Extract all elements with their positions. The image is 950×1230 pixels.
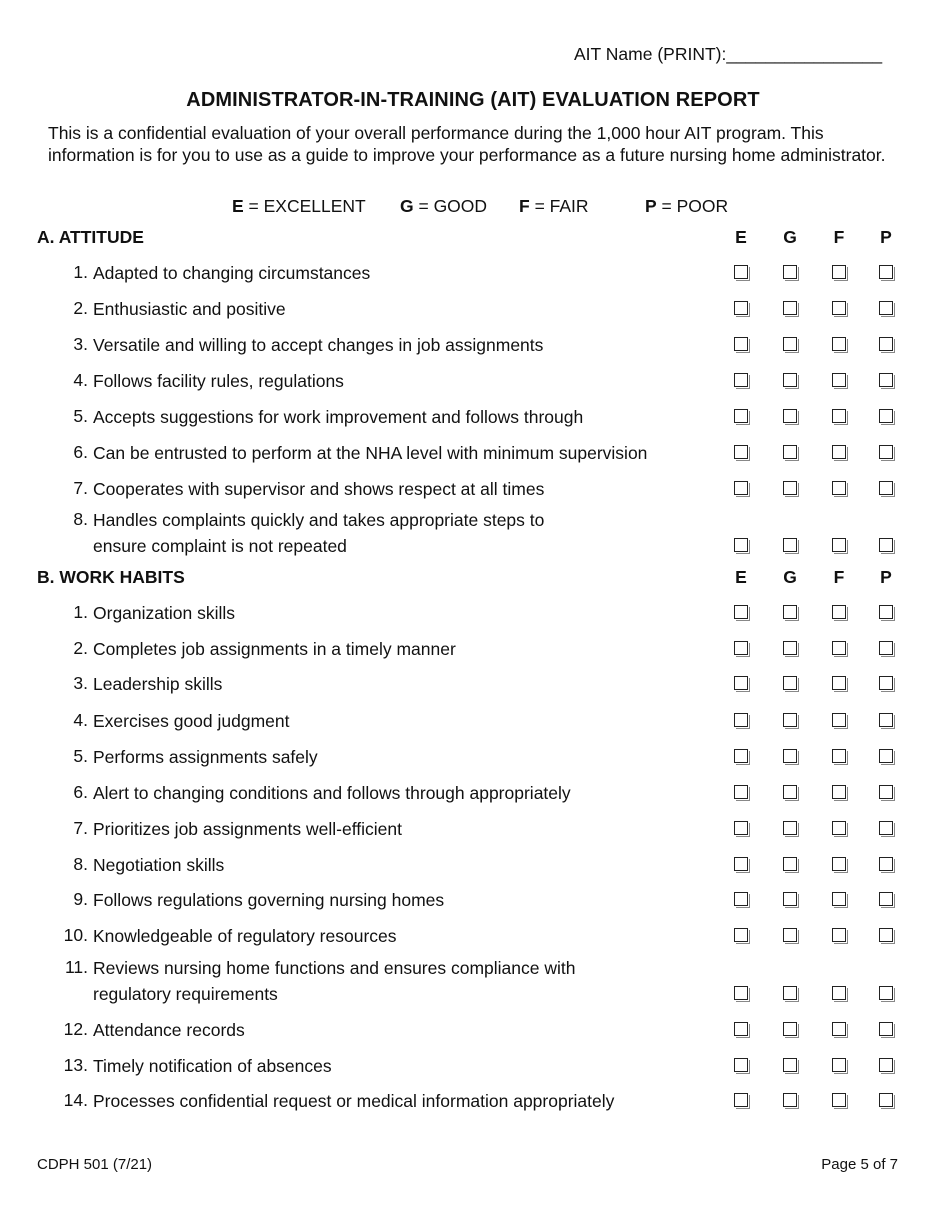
item-text: Prioritizes job assignments well-efficient (93, 819, 402, 839)
rating-checkbox-e[interactable] (734, 1022, 748, 1036)
rating-checkbox-g[interactable] (783, 857, 797, 871)
rating-checkbox-p[interactable] (879, 892, 893, 906)
rating-checkbox-f[interactable] (832, 785, 846, 799)
rating-checkbox-e[interactable] (734, 713, 748, 727)
rating-checkbox-p[interactable] (879, 749, 893, 763)
rating-column-header-f: F (833, 567, 845, 587)
item-text: Follows regulations governing nursing homes (93, 890, 445, 910)
item-text: Attendance records (93, 1020, 245, 1040)
item-number: 8. (73, 509, 88, 529)
rating-checkbox-p[interactable] (879, 301, 893, 315)
rating-checkbox-f[interactable] (832, 301, 846, 315)
rating-checkbox-g[interactable] (783, 641, 797, 655)
item-text: Leadership skills (93, 674, 223, 694)
intro-paragraph: This is a confidential evaluation of your overall performance during the 1,000 hour AIT program. This information is for you to use as a guide to improve your performance as a future nursing home administrator. (48, 123, 886, 165)
rating-checkbox-e[interactable] (734, 301, 748, 315)
rating-checkbox-e[interactable] (734, 1093, 748, 1107)
rating-checkbox-g[interactable] (783, 481, 797, 495)
rating-checkbox-p[interactable] (879, 928, 893, 942)
item-number: 6. (73, 442, 88, 462)
rating-checkbox-e[interactable] (734, 986, 748, 1000)
rating-checkbox-e[interactable] (734, 265, 748, 279)
rating-checkbox-g[interactable] (783, 821, 797, 835)
item-number: 7. (73, 478, 88, 498)
rating-checkbox-p[interactable] (879, 265, 893, 279)
rating-checkbox-p[interactable] (879, 605, 893, 619)
rating-checkbox-f[interactable] (832, 481, 846, 495)
item-text: Versatile and willing to accept changes in job assignments (93, 335, 544, 355)
rating-checkbox-f[interactable] (832, 749, 846, 763)
rating-checkbox-p[interactable] (879, 785, 893, 799)
rating-column-header-p: P (880, 567, 892, 587)
item-number: 9. (73, 889, 88, 909)
rating-checkbox-e[interactable] (734, 538, 748, 552)
item-text: Can be entrusted to perform at the NHA level with minimum supervision (93, 443, 648, 463)
rating-checkbox-f[interactable] (832, 928, 846, 942)
item-number: 12. (63, 1019, 88, 1039)
rating-column-header-e: E (735, 227, 747, 247)
rating-checkbox-e[interactable] (734, 821, 748, 835)
item-text: Timely notification of absences (93, 1056, 332, 1076)
legend-item-f: F = FAIR (519, 196, 589, 216)
rating-column-header-f: F (833, 227, 845, 247)
rating-checkbox-f[interactable] (832, 713, 846, 727)
rating-checkbox-f[interactable] (832, 1022, 846, 1036)
rating-checkbox-e[interactable] (734, 605, 748, 619)
rating-checkbox-g[interactable] (783, 1058, 797, 1072)
rating-checkbox-f[interactable] (832, 986, 846, 1000)
rating-checkbox-g[interactable] (783, 1093, 797, 1107)
item-text: Knowledgeable of regulatory resources (93, 926, 397, 946)
item-text: Follows facility rules, regulations (93, 371, 344, 391)
rating-checkbox-g[interactable] (783, 676, 797, 690)
legend-item-e: E = EXCELLENT (232, 196, 366, 216)
rating-checkbox-e[interactable] (734, 641, 748, 655)
item-text: Adapted to changing circumstances (93, 263, 371, 283)
item-text: Enthusiastic and positive (93, 299, 286, 319)
item-number: 13. (63, 1055, 88, 1075)
item-text: Performs assignments safely (93, 747, 318, 767)
rating-checkbox-e[interactable] (734, 445, 748, 459)
item-text: Handles complaints quickly and takes appropriate steps to (93, 510, 545, 530)
rating-column-header-p: P (880, 227, 892, 247)
rating-checkbox-e[interactable] (734, 928, 748, 942)
rating-checkbox-p[interactable] (879, 1022, 893, 1036)
item-text: Completes job assignments in a timely manner (93, 639, 456, 659)
rating-checkbox-p[interactable] (879, 713, 893, 727)
section-title: A. ATTITUDE (37, 227, 144, 247)
rating-checkbox-g[interactable] (783, 409, 797, 423)
item-number: 5. (73, 406, 88, 426)
rating-checkbox-e[interactable] (734, 373, 748, 387)
item-number: 1. (73, 262, 88, 282)
rating-checkbox-p[interactable] (879, 986, 893, 1000)
item-number: 4. (73, 370, 88, 390)
rating-checkbox-f[interactable] (832, 265, 846, 279)
rating-checkbox-g[interactable] (783, 605, 797, 619)
rating-checkbox-f[interactable] (832, 857, 846, 871)
rating-checkbox-g[interactable] (783, 538, 797, 552)
item-number: 3. (73, 334, 88, 354)
item-number: 11. (64, 957, 88, 977)
item-number: 3. (73, 673, 88, 693)
rating-checkbox-g[interactable] (783, 1022, 797, 1036)
rating-checkbox-f[interactable] (832, 373, 846, 387)
rating-checkbox-p[interactable] (879, 538, 893, 552)
item-number: 5. (73, 746, 88, 766)
rating-checkbox-e[interactable] (734, 337, 748, 351)
rating-checkbox-g[interactable] (783, 928, 797, 942)
rating-checkbox-g[interactable] (783, 785, 797, 799)
rating-checkbox-f[interactable] (832, 605, 846, 619)
item-number: 2. (73, 638, 88, 658)
rating-column-header-e: E (735, 567, 747, 587)
page-title: ADMINISTRATOR-IN-TRAINING (AIT) EVALUATION REPORT (186, 89, 760, 111)
rating-column-header-g: G (783, 567, 797, 587)
rating-checkbox-g[interactable] (783, 337, 797, 351)
item-number: 6. (73, 782, 88, 802)
rating-checkbox-g[interactable] (783, 373, 797, 387)
rating-checkbox-p[interactable] (879, 676, 893, 690)
item-text: Organization skills (93, 603, 235, 623)
form-id: CDPH 501 (7/21) (37, 1156, 153, 1173)
item-number: 4. (73, 710, 88, 730)
rating-checkbox-f[interactable] (832, 676, 846, 690)
rating-checkbox-e[interactable] (734, 676, 748, 690)
rating-checkbox-p[interactable] (879, 481, 893, 495)
rating-checkbox-g[interactable] (783, 749, 797, 763)
rating-column-header-g: G (783, 227, 797, 247)
rating-checkbox-e[interactable] (734, 785, 748, 799)
item-text: Exercises good judgment (93, 711, 290, 731)
item-text: Alert to changing conditions and follows through appropriately (93, 783, 571, 803)
item-text: Accepts suggestions for work improvement and follows through (93, 407, 584, 427)
rating-checkbox-g[interactable] (783, 445, 797, 459)
item-text: ensure complaint is not repeated (93, 536, 347, 556)
rating-checkbox-e[interactable] (734, 892, 748, 906)
item-number: 8. (73, 854, 88, 874)
rating-checkbox-g[interactable] (783, 265, 797, 279)
rating-checkbox-e[interactable] (734, 749, 748, 763)
rating-checkbox-f[interactable] (832, 1093, 846, 1107)
rating-checkbox-f[interactable] (832, 538, 846, 552)
ait-name-field-label: AIT Name (PRINT):________________ (574, 44, 883, 64)
rating-checkbox-f[interactable] (832, 337, 846, 351)
item-number: 2. (73, 298, 88, 318)
item-number: 1. (73, 602, 88, 622)
rating-checkbox-p[interactable] (879, 1093, 893, 1107)
rating-checkbox-p[interactable] (879, 445, 893, 459)
legend-item-g: G = GOOD (400, 196, 488, 216)
rating-checkbox-g[interactable] (783, 986, 797, 1000)
item-number: 7. (73, 818, 88, 838)
page-number: Page 5 of 7 (821, 1156, 898, 1173)
rating-checkbox-f[interactable] (832, 821, 846, 835)
section-title: B. WORK HABITS (37, 567, 185, 587)
item-text: regulatory requirements (93, 984, 278, 1004)
legend-item-p: P = POOR (645, 196, 729, 216)
rating-checkbox-g[interactable] (783, 892, 797, 906)
rating-checkbox-e[interactable] (734, 481, 748, 495)
item-text: Negotiation skills (93, 855, 225, 875)
rating-checkbox-p[interactable] (879, 1058, 893, 1072)
rating-checkbox-g[interactable] (783, 713, 797, 727)
rating-checkbox-f[interactable] (832, 892, 846, 906)
rating-checkbox-f[interactable] (832, 641, 846, 655)
rating-checkbox-f[interactable] (832, 409, 846, 423)
rating-checkbox-p[interactable] (879, 641, 893, 655)
rating-checkbox-p[interactable] (879, 337, 893, 351)
item-text: Cooperates with supervisor and shows respect at all times (93, 479, 545, 499)
rating-checkbox-p[interactable] (879, 857, 893, 871)
rating-checkbox-f[interactable] (832, 1058, 846, 1072)
rating-checkbox-f[interactable] (832, 445, 846, 459)
rating-checkbox-e[interactable] (734, 1058, 748, 1072)
item-number: 10. (63, 925, 88, 945)
rating-checkbox-e[interactable] (734, 857, 748, 871)
rating-checkbox-g[interactable] (783, 301, 797, 315)
item-number: 14. (63, 1090, 88, 1110)
rating-checkbox-p[interactable] (879, 409, 893, 423)
rating-checkbox-p[interactable] (879, 373, 893, 387)
rating-checkbox-e[interactable] (734, 409, 748, 423)
item-text: Processes confidential request or medical information appropriately (93, 1091, 615, 1111)
rating-checkbox-p[interactable] (879, 821, 893, 835)
item-text: Reviews nursing home functions and ensures compliance with (93, 958, 576, 978)
